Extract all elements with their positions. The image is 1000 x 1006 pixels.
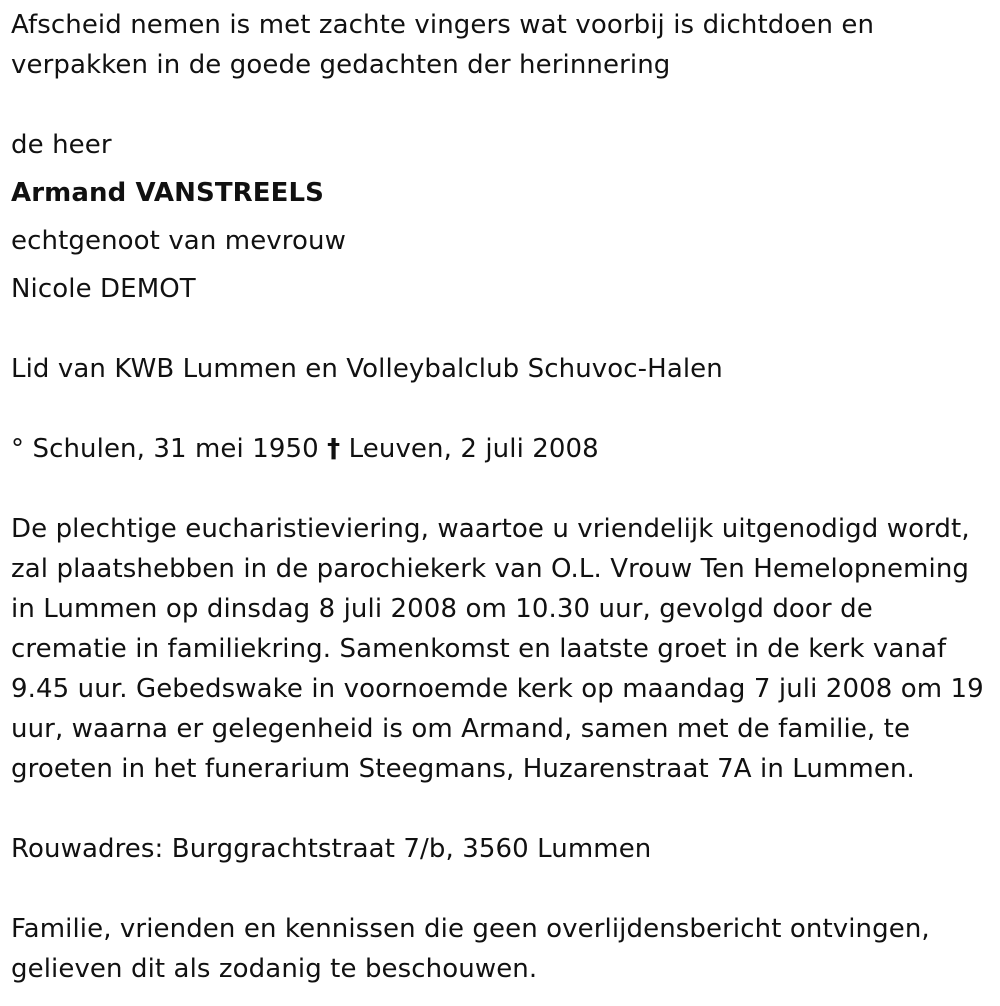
dates-line bbox=[11, 429, 599, 469]
ceremony-line-4: crematie in familiekring. Samenkomst en laatste groet in de kerk vanaf bbox=[11, 634, 947, 664]
ceremony-line-7: groeten in het funerarium Steegmans, Huzarenstraat 7A in Lummen. bbox=[11, 754, 915, 784]
ceremony-line-1: De plechtige eucharistieviering, waartoe u vriendelijk uitgenodigd wordt, bbox=[11, 514, 970, 544]
motto-line-1: Afscheid nemen is met zachte vingers wat voorbij is dichtdoen en bbox=[11, 10, 875, 40]
motto-line-2: verpakken in de goede gedachten der herinnering bbox=[11, 50, 671, 80]
birth-info: ° Schulen, 31 mei 1950 bbox=[11, 434, 319, 464]
death-info: Leuven, 2 juli 2008 bbox=[348, 434, 599, 464]
membership-line: Lid van KWB Lummen en Volleybalclub Schuvoc-Halen bbox=[11, 354, 723, 384]
closing-line-2: gelieven dit als zodanig te beschouwen. bbox=[11, 954, 538, 984]
ceremony-line-3: in Lummen op dinsdag 8 juli 2008 om 10.30 uur, gevolgd door de bbox=[11, 594, 873, 624]
mourning-address: Rouwadres: Burggrachtstraat 7/b, 3560 Lummen bbox=[11, 834, 652, 864]
deceased-title: de heer bbox=[11, 130, 112, 160]
ceremony-line-6: uur, waarna er gelegenheid is om Armand, samen met de familie, te bbox=[11, 714, 911, 744]
spouse-relation: echtgenoot van mevrouw bbox=[11, 226, 346, 256]
closing-line-1: Familie, vrienden en kennissen die geen overlijdensbericht ontvingen, bbox=[11, 914, 930, 944]
spouse-name: Nicole DEMOT bbox=[11, 274, 196, 304]
ceremony-line-2: zal plaatshebben in de parochiekerk van O.L. Vrouw Ten Hemelopneming bbox=[11, 554, 970, 584]
ceremony-line-5: 9.45 uur. Gebedswake in voornoemde kerk op maandag 7 juli 2008 om 19 bbox=[11, 674, 984, 704]
deceased-name: Armand VANSTREELS bbox=[11, 178, 324, 208]
cross-icon: † bbox=[327, 434, 341, 464]
